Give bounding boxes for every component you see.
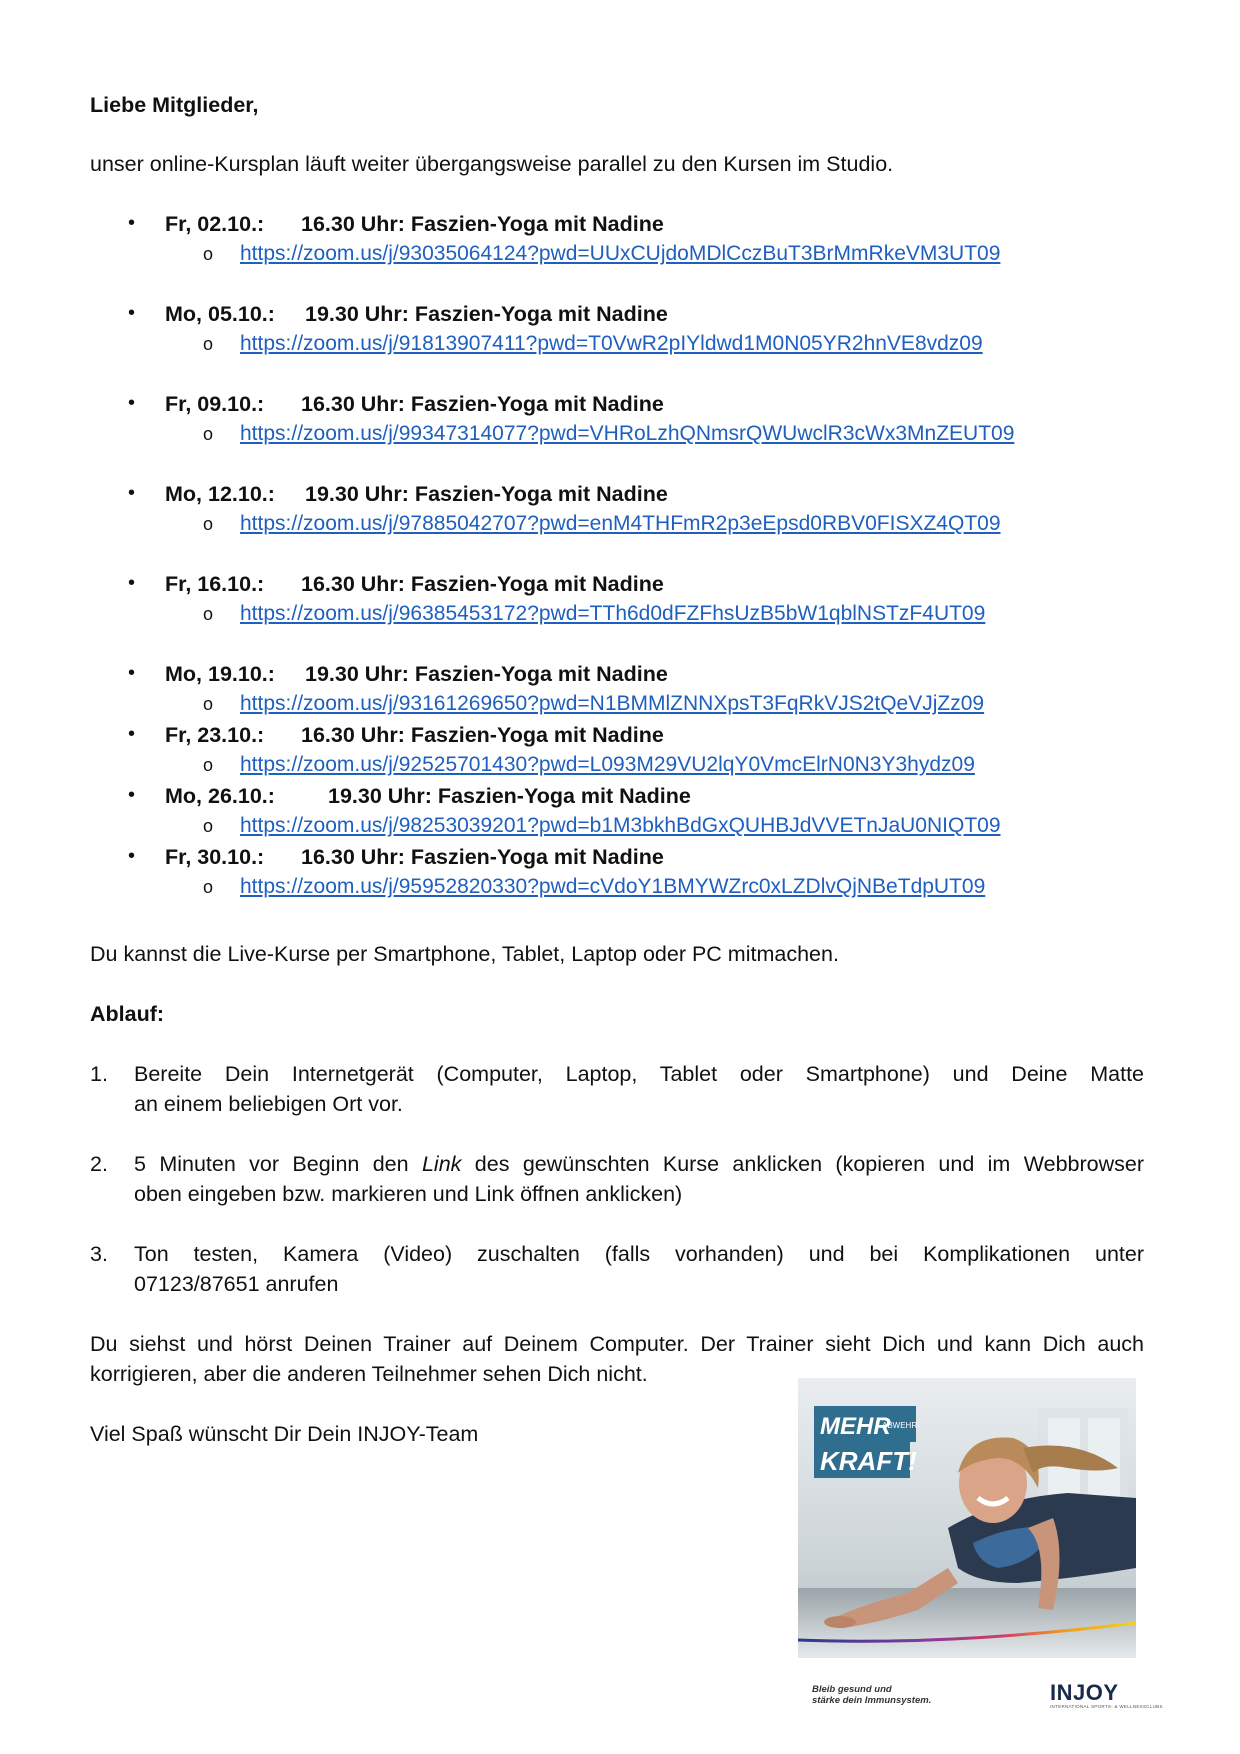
step-text: 07123/87651 anrufen xyxy=(134,1272,339,1296)
zoom-link[interactable]: https://zoom.us/j/98253039201?pwd=b1M3bkhBdGxQUHBJdVVETnJaU0NIQT09 xyxy=(240,814,1001,837)
course-title: 19.30 Uhr: Faszien-Yoga mit Nadine xyxy=(328,784,691,808)
promo-illustration xyxy=(798,1378,1136,1708)
bullet-icon: • xyxy=(128,482,136,504)
sub-bullet-icon: o xyxy=(203,694,214,714)
injoy-logo-subtitle: INTERNATIONAL SPORTS- & WELLNESSCLUBS xyxy=(1050,1704,1163,1709)
bullet-icon: • xyxy=(128,845,136,867)
zoom-link[interactable]: https://zoom.us/j/91813907411?pwd=T0VwR2pIYldwd1M0N05YR2hnVE8vdz09 xyxy=(240,332,983,355)
step-number: 1. xyxy=(90,1062,108,1086)
sub-bullet-icon: o xyxy=(203,244,214,264)
closing-text: korrigieren, aber die anderen Teilnehmer sehen Dich nicht. xyxy=(90,1362,648,1386)
step-number: 2. xyxy=(90,1152,108,1176)
step-text: an einem beliebigen Ort vor. xyxy=(134,1092,403,1116)
promo-tagline-line: Bleib gesund und xyxy=(812,1684,892,1695)
zoom-link[interactable]: https://zoom.us/j/93161269650?pwd=N1BMMlZNNXpsT3FqRkVJS2tQeVJjZz09 xyxy=(240,692,985,715)
sub-bullet-icon: o xyxy=(203,816,214,836)
greeting: Liebe Mitglieder, xyxy=(90,93,259,117)
course-day: Fr, 30.10.: xyxy=(165,845,265,869)
step-number: 3. xyxy=(90,1242,108,1266)
promo-image xyxy=(798,1378,1136,1708)
course-day: Mo, 26.10.: xyxy=(165,784,275,808)
sub-bullet-icon: o xyxy=(203,334,214,354)
zoom-link[interactable]: https://zoom.us/j/99347314077?pwd=VHRoLzhQNmsrQWUwclR3cWx3MnZEUT09 xyxy=(240,422,1015,445)
course-title: 16.30 Uhr: Faszien-Yoga mit Nadine xyxy=(301,845,664,869)
step-text-part: 5 Minuten vor Beginn den xyxy=(134,1152,422,1176)
link-word: Link xyxy=(421,1152,462,1176)
course-day: Fr, 23.10.: xyxy=(165,723,265,747)
course-title: 16.30 Uhr: Faszien-Yoga mit Nadine xyxy=(301,212,664,236)
zoom-link[interactable]: https://zoom.us/j/96385453172?pwd=TTh6d0dFZFhsUzB5bW1qblNSTzF4UT09 xyxy=(240,602,986,625)
devices-note: Du kannst die Live-Kurse per Smartphone, Tablet, Laptop oder PC mitmachen. xyxy=(90,942,839,966)
bullet-icon: • xyxy=(128,572,136,594)
step-text xyxy=(134,1152,1144,1177)
promo-headline-2: KRAFT! xyxy=(820,1446,917,1476)
step-text: oben eingeben bzw. markieren und Link öffnen anklicken) xyxy=(134,1182,683,1206)
zoom-link[interactable]: https://zoom.us/j/95952820330?pwd=cVdoY1BMYWZrc0xLZDlvQjNBeTdpUT09 xyxy=(240,875,986,898)
bullet-icon: • xyxy=(128,723,136,745)
course-day: Mo, 12.10.: xyxy=(165,482,275,506)
injoy-logo: INJOY xyxy=(1050,1680,1119,1705)
course-title: 16.30 Uhr: Faszien-Yoga mit Nadine xyxy=(301,392,664,416)
step-text-part: des gewünschten Kurse anklicken (kopieren und im Webbrowser xyxy=(461,1152,1144,1176)
course-day: Mo, 19.10.: xyxy=(165,662,275,686)
course-title: 19.30 Uhr: Faszien-Yoga mit Nadine xyxy=(305,482,668,506)
bullet-icon: • xyxy=(128,662,136,684)
course-title: 16.30 Uhr: Faszien-Yoga mit Nadine xyxy=(301,572,664,596)
bullet-icon: • xyxy=(128,784,136,806)
zoom-link[interactable]: https://zoom.us/j/97885042707?pwd=enM4THFmR2p3eEpsd0RBV0FISXZ4QT09 xyxy=(240,512,1001,535)
promo-tagline xyxy=(812,1684,931,1706)
zoom-link[interactable]: https://zoom.us/j/92525701430?pwd=L093M29VU2lqY0VmcElrN0N3Y3hydz09 xyxy=(240,753,975,776)
course-title: 19.30 Uhr: Faszien-Yoga mit Nadine xyxy=(305,662,668,686)
course-day: Fr, 16.10.: xyxy=(165,572,265,596)
promo-headline-1: MEHR xyxy=(820,1413,891,1440)
ablauf-heading: Ablauf: xyxy=(90,1002,165,1026)
sub-bullet-icon: o xyxy=(203,514,214,534)
sub-bullet-icon: o xyxy=(203,604,214,624)
promo-headline-small: ABWEHR- xyxy=(882,1421,920,1430)
step-text: Ton testen, Kamera (Video) zuschalten (falls vorhanden) und bei Komplikationen unter xyxy=(134,1242,1144,1266)
sub-bullet-icon: o xyxy=(203,877,214,897)
course-title: 16.30 Uhr: Faszien-Yoga mit Nadine xyxy=(301,723,664,747)
zoom-link[interactable]: https://zoom.us/j/93035064124?pwd=UUxCUjdoMDlCczBuT3BrMmRkeVM3UT09 xyxy=(240,242,1001,265)
bullet-icon: • xyxy=(128,212,136,234)
bullet-icon: • xyxy=(128,392,136,414)
course-day: Fr, 09.10.: xyxy=(165,392,265,416)
course-day: Mo, 05.10.: xyxy=(165,302,275,326)
course-day: Fr, 02.10.: xyxy=(165,212,265,236)
sub-bullet-icon: o xyxy=(203,424,214,444)
closing-text: Du siehst und hörst Deinen Trainer auf Deinem Computer. Der Trainer sieht Dich und kann Dich auch xyxy=(90,1332,1144,1356)
bullet-icon: • xyxy=(128,302,136,324)
course-title: 19.30 Uhr: Faszien-Yoga mit Nadine xyxy=(305,302,668,326)
step-text: Bereite Dein Internetgerät (Computer, Laptop, Tablet oder Smartphone) und Deine Matte xyxy=(134,1062,1144,1086)
promo-tagline-line: stärke dein Immunsystem. xyxy=(812,1695,932,1706)
intro-text: unser online-Kursplan läuft weiter übergangsweise parallel zu den Kursen im Studio. xyxy=(90,152,894,176)
sub-bullet-icon: o xyxy=(203,755,214,775)
signoff: Viel Spaß wünscht Dir Dein INJOY-Team xyxy=(90,1422,479,1446)
